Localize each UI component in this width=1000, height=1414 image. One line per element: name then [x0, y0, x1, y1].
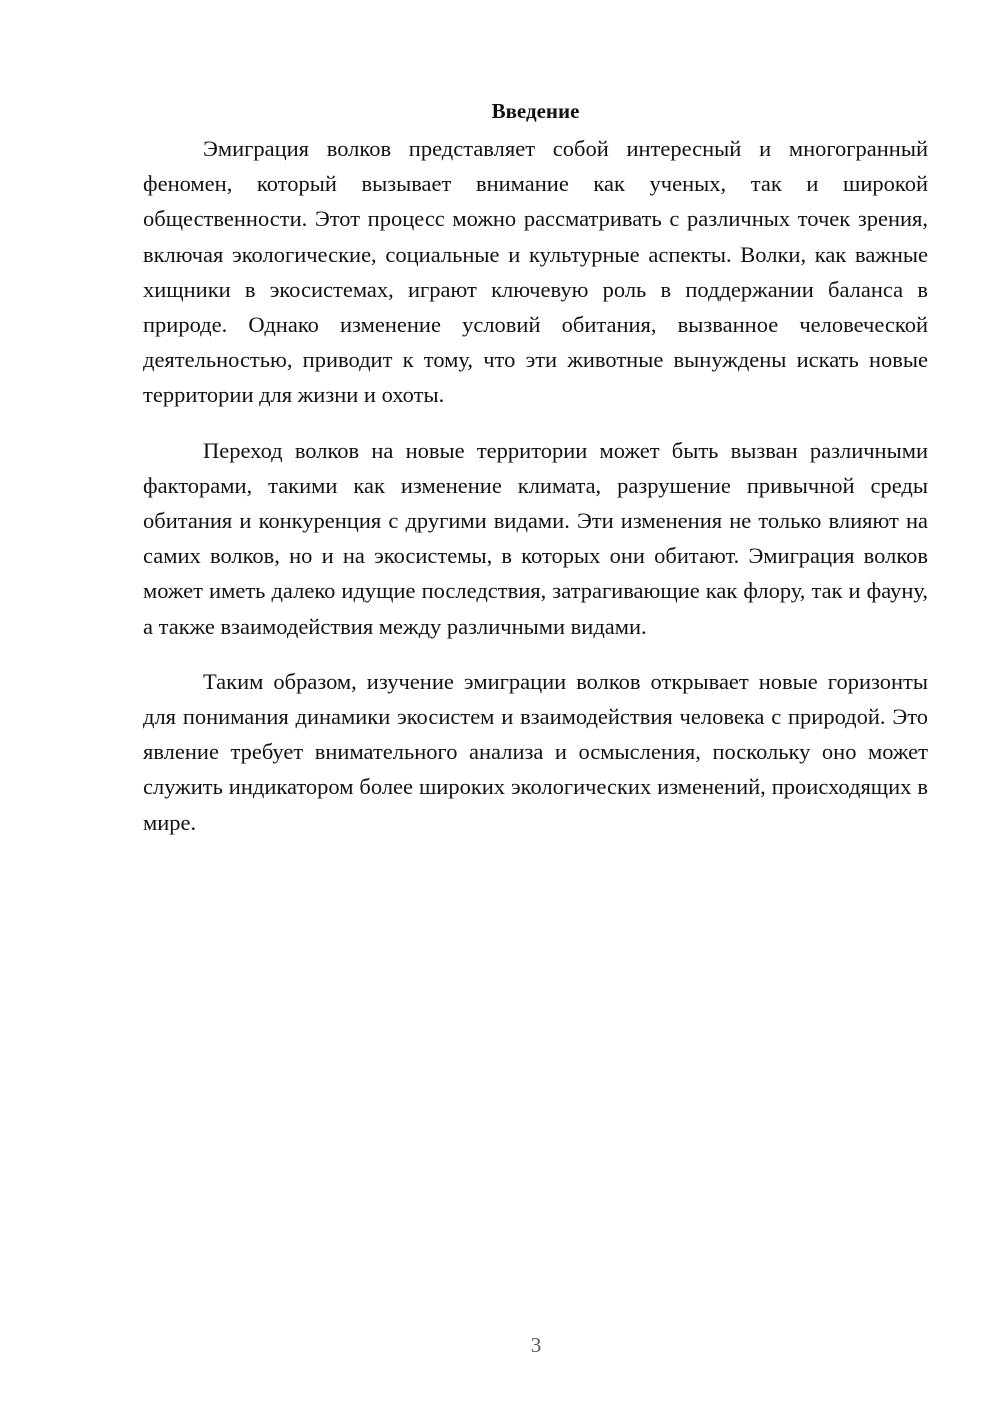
page-number: 3 [530, 1333, 542, 1357]
paragraph-2: Переход волков на новые территории может быть вызван различными факторами, такими как изменение климата, разрушение привычной среды обитания и конкуренция с другими видами. Эти изменения не только влияют на самих волков, но и на экосистемы, в которых они обитают. Эмиграция волков может иметь далеко идущие последствия, затрагивающие как флору, так и фауну, а также взаимодействия между различными видами. [143, 437, 928, 639]
section-title: Введение [491, 99, 580, 123]
paragraph-1: Эмиграция волков представляет собой интересный и многогранный феномен, который вызывает внимание как ученых, так и широкой общественности. Этот процесс можно рассматривать с различных точек зрения, включая экологические, социальные и культурные аспекты. Волки, как важные хищники в экосистемах, играют ключевую роль в поддержании баланса в природе. Однако изменение условий обитания, вызванное человеческой деятельностью, приводит к тому, что эти животные вынуждены искать новые территории для жизни и охоты. [143, 136, 928, 408]
paragraph-3: Таким образом, изучение эмиграции волков открывает новые горизонты для понимания динамики экосистем и взаимодействия человека с природой. Это явление требует внимательного анализа и осмысления, поскольку оно может служить индикатором более широких экологических изменений, происходящих в мире. [143, 668, 928, 835]
page-content [143, 96, 928, 840]
